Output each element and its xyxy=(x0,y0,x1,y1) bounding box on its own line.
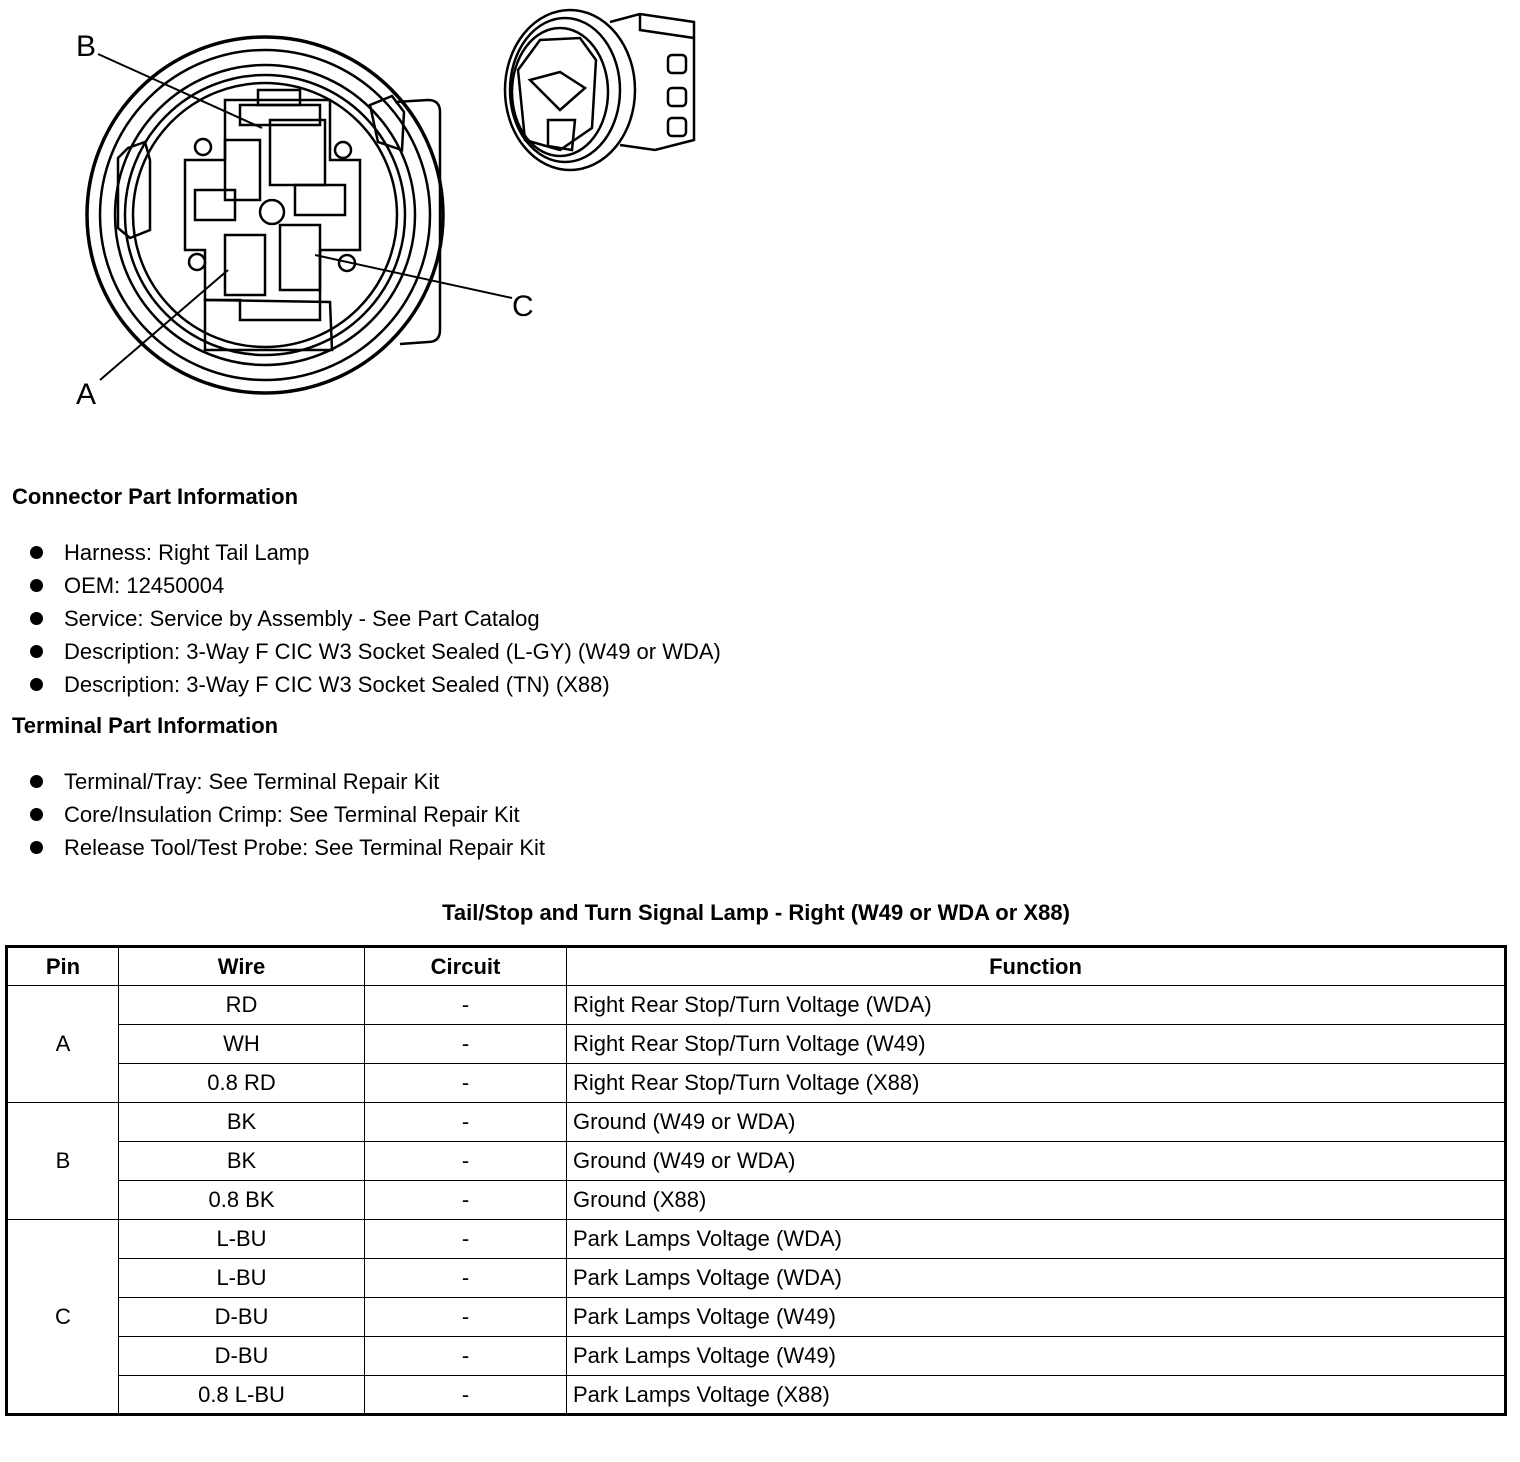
circuit-cell: - xyxy=(365,1142,567,1181)
wire-cell: 0.8 L-BU xyxy=(119,1376,365,1415)
table-header-row xyxy=(7,947,1506,986)
wire-cell: 0.8 BK xyxy=(119,1181,365,1220)
bullet-icon xyxy=(30,612,43,625)
circuit-cell: - xyxy=(365,1025,567,1064)
bullet-icon xyxy=(30,645,43,658)
table-row xyxy=(7,1025,1506,1064)
circuit-cell: - xyxy=(365,1181,567,1220)
table-row xyxy=(7,1103,1506,1142)
table-row xyxy=(7,1298,1506,1337)
header-pin: Pin xyxy=(7,947,119,986)
table-row xyxy=(7,986,1506,1025)
function-cell: Ground (X88) xyxy=(567,1181,1506,1220)
header-function: Function xyxy=(567,947,1506,986)
terminal-info-list xyxy=(28,765,545,864)
header-circuit: Circuit xyxy=(365,947,567,986)
list-item: Terminal/Tray: See Terminal Repair Kit xyxy=(28,765,545,798)
list-item: Harness: Right Tail Lamp xyxy=(28,536,721,569)
circuit-cell: - xyxy=(365,1337,567,1376)
list-item: Release Tool/Test Probe: See Terminal Repair Kit xyxy=(28,831,545,864)
circuit-cell: - xyxy=(365,1220,567,1259)
connector-perspective-view xyxy=(505,10,694,170)
connector-illustration xyxy=(0,0,720,420)
bullet-icon xyxy=(30,579,43,592)
circuit-cell: - xyxy=(365,986,567,1025)
wire-cell: D-BU xyxy=(119,1337,365,1376)
table-row xyxy=(7,1142,1506,1181)
pin-cell: A xyxy=(7,986,119,1103)
function-cell: Park Lamps Voltage (W49) xyxy=(567,1298,1506,1337)
circuit-cell: - xyxy=(365,1298,567,1337)
table-row xyxy=(7,1220,1506,1259)
connector-info-heading: Connector Part Information xyxy=(12,484,299,509)
wire-cell: WH xyxy=(119,1025,365,1064)
table-row xyxy=(7,1259,1506,1298)
function-cell: Park Lamps Voltage (X88) xyxy=(567,1376,1506,1415)
terminal-info-heading: Terminal Part Information xyxy=(12,713,279,738)
wire-cell: RD xyxy=(119,986,365,1025)
callout-b: B xyxy=(76,30,97,63)
bullet-icon xyxy=(30,808,43,821)
bullet-icon xyxy=(30,546,43,559)
function-cell: Park Lamps Voltage (WDA) xyxy=(567,1259,1506,1298)
callout-a: A xyxy=(76,378,97,411)
circuit-cell: - xyxy=(365,1259,567,1298)
function-cell: Right Rear Stop/Turn Voltage (WDA) xyxy=(567,986,1506,1025)
wire-cell: L-BU xyxy=(119,1259,365,1298)
circuit-cell: - xyxy=(365,1064,567,1103)
wire-cell: BK xyxy=(119,1103,365,1142)
circuit-cell: - xyxy=(365,1103,567,1142)
pin-cell: C xyxy=(7,1220,119,1415)
list-item: Description: 3-Way F CIC W3 Socket Sealed (L-GY) (W49 or WDA) xyxy=(28,635,721,668)
function-cell: Right Rear Stop/Turn Voltage (W49) xyxy=(567,1025,1506,1064)
table-row xyxy=(7,1064,1506,1103)
bullet-icon xyxy=(30,841,43,854)
list-item: Core/Insulation Crimp: See Terminal Repair Kit xyxy=(28,798,545,831)
function-cell: Park Lamps Voltage (WDA) xyxy=(567,1220,1506,1259)
table-caption: Tail/Stop and Turn Signal Lamp - Right (W49 or WDA or X88) xyxy=(442,900,1070,925)
pinout-table xyxy=(5,945,1507,1416)
pin-cell: B xyxy=(7,1103,119,1220)
list-item: Service: Service by Assembly - See Part Catalog xyxy=(28,602,721,635)
wire-cell: D-BU xyxy=(119,1298,365,1337)
wire-cell: L-BU xyxy=(119,1220,365,1259)
bullet-icon xyxy=(30,775,43,788)
list-item: Description: 3-Way F CIC W3 Socket Sealed (TN) (X88) xyxy=(28,668,721,701)
circuit-cell: - xyxy=(365,1376,567,1415)
header-wire: Wire xyxy=(119,947,365,986)
function-cell: Ground (W49 or WDA) xyxy=(567,1103,1506,1142)
bullet-icon xyxy=(30,678,43,691)
wire-cell: BK xyxy=(119,1142,365,1181)
table-row xyxy=(7,1337,1506,1376)
connector-info-list xyxy=(28,536,721,701)
wire-cell: 0.8 RD xyxy=(119,1064,365,1103)
function-cell: Ground (W49 or WDA) xyxy=(567,1142,1506,1181)
table-row xyxy=(7,1181,1506,1220)
callout-c: C xyxy=(512,290,534,323)
list-item: OEM: 12450004 xyxy=(28,569,721,602)
table-row xyxy=(7,1376,1506,1415)
function-cell: Park Lamps Voltage (W49) xyxy=(567,1337,1506,1376)
function-cell: Right Rear Stop/Turn Voltage (X88) xyxy=(567,1064,1506,1103)
